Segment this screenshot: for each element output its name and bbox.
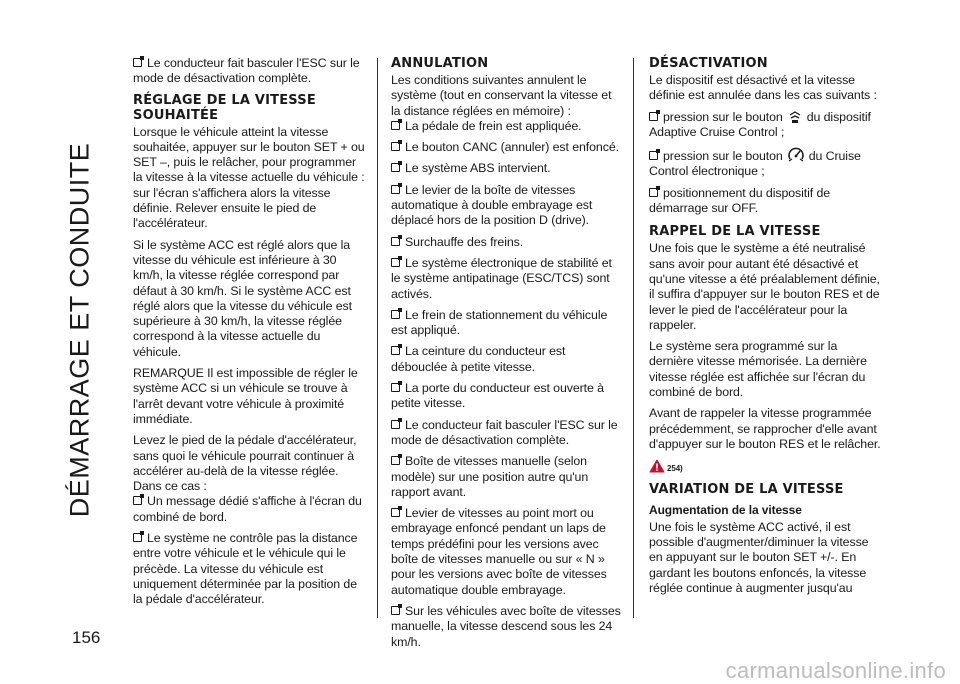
section-title: DÉMARRAGE ET CONDUITE <box>64 142 95 518</box>
section-heading: VARIATION DE LA VITESSE <box>649 481 844 497</box>
column-1 <box>133 56 365 608</box>
bullet-square-icon <box>391 163 400 172</box>
warning-triangle-icon <box>649 459 665 473</box>
bullet-square-icon <box>391 310 400 319</box>
bullet-square-icon <box>391 456 400 465</box>
bullet-square-icon <box>391 237 400 246</box>
paragraph: Une fois le système ACC activé, il est possible d'augmenter/diminuer la vitesse en appuyant sur le bouton SET +/-. En gardant les boutons enfoncés, la vitesse réglée continue à augmenter jusqu'au <box>649 519 869 596</box>
section-heading: RAPPEL DE LA VITESSE <box>649 224 821 240</box>
list-item: Boîte de vitesses manuelle (selon modèle) sur une position autre qu'un rapport avant. <box>391 454 589 499</box>
paragraph: Lorsque le véhicule atteint la vitesse souhaitée, appuyer sur le bouton SET + ou SET –, puis le relâcher, pour programmer la vitesse à la vitesse actuelle du véhicule : sur l'écran s'affichera alors la vitesse définie. Relever ensuite le pied de l'accélérateur. <box>133 124 365 231</box>
subsection-heading: Augmentation de la vitesse <box>649 502 802 517</box>
bullet-square-icon <box>391 185 400 194</box>
list-item: Surchauffe des freins. <box>391 235 623 250</box>
list-item: La pédale de frein est appliquée. <box>391 119 623 134</box>
paragraph: REMARQUE Il est impossible de régler le système ACC si un véhicule se trouve à l'arrêt devant votre véhicule à proximité immédiate. <box>133 366 358 426</box>
list-item: Le conducteur fait basculer l'ESC sur le mode de désactivation complète. <box>391 417 618 447</box>
list-item: Le système ne contrôle pas la distance entre votre véhicule et le véhicule qui le précède. La vitesse du véhicule est uniquement déterminée par la position de la pédale d'accélérateur. <box>133 531 358 607</box>
page-number: 156 <box>72 628 101 647</box>
bullet-square-icon <box>391 606 400 615</box>
bullet-square-icon <box>133 496 142 505</box>
bullet-square-icon <box>391 258 400 267</box>
adaptive-cruise-icon <box>787 111 803 125</box>
list-item: La porte du conducteur est ouverte à petite vitesse. <box>391 381 604 411</box>
bullet-square-icon <box>133 533 142 542</box>
warning-ref-number: 254) <box>667 464 683 474</box>
bullet-square-icon <box>391 420 400 429</box>
column-divider <box>633 58 634 618</box>
watermark: carmanualsonline.info <box>725 658 946 683</box>
list-item: Le levier de la boîte de vitesses automatique à double embrayage est déplacé hors de la position D (drive). <box>391 182 593 228</box>
bullet-square-icon <box>649 112 658 121</box>
list-item: La ceinture du conducteur est débouclée à petite vitesse. <box>391 344 566 374</box>
section-heading: RÉGLAGE DE LA VITESSE SOUHAITÉE <box>133 92 316 123</box>
list-item: Le frein de stationnement du véhicule est appliqué. <box>391 307 608 338</box>
bullet-square-icon <box>391 121 400 130</box>
list-item: Le bouton CANC (annuler) est enfoncé. <box>391 140 623 155</box>
paragraph: Avant de rappeler la vitesse programmée précédemment, se rapprocher d'elle avant d'appuyer sur le bouton RES et le relâcher. <box>649 406 881 451</box>
paragraph: Levez le pied de la pédale d'accélérateur, sans quoi le véhicule pourrait continuer à accélérer au-delà de la vitesse réglée. Dans ce cas : <box>133 433 357 494</box>
bullet-square-icon <box>391 346 400 355</box>
bullet-square-icon <box>649 151 658 160</box>
bullet-square-icon <box>391 142 400 151</box>
column-divider <box>377 58 378 618</box>
bullet-square-icon <box>391 508 400 517</box>
section-heading: ANNULATION <box>391 56 489 71</box>
list-item: pression sur le bouton du dispositif Adaptive Cruise Control ; <box>649 109 871 139</box>
paragraph: Une fois que le système a été neutralisé sans avoir pour autant été désactivé et qu'une vitesse a été préalablement définie, il suffira d'appuyer sur le bouton RES et de lever le pied de l'accélérateur pour la rappeler. <box>649 241 880 332</box>
column-2 <box>391 56 623 650</box>
section-heading: DÉSACTIVATION <box>649 56 768 71</box>
paragraph: Le dispositif est désactivé et la vitesse définie est annulée dans les cas suivants : <box>649 73 877 103</box>
list-item: Le conducteur fait basculer l'ESC sur le mode de désactivation complète. <box>133 56 360 86</box>
list-item: Sur les véhicules avec boîte de vitesses manuelle, la vitesse descend sous les 24 km/h. <box>391 603 621 649</box>
bullet-square-icon <box>649 188 658 197</box>
bullet-square-icon <box>133 58 142 67</box>
list-item: Un message dédié s'affiche à l'écran du combiné de bord. <box>133 494 362 524</box>
list-item: Levier de vitesses au point mort ou embrayage enfoncé pendant un laps de temps prédéfini pour les versions avec boîte de vitesses manuelle ou sur « N » pour les versions avec boîte de vitesses automatique double embrayage. <box>391 506 607 597</box>
cruise-control-icon <box>787 146 805 164</box>
column-3 <box>649 56 881 602</box>
list-item: Le système électronique de stabilité et le système antipatinage (ESC/TCS) sont activés. <box>391 255 612 301</box>
warning-reference <box>649 458 881 473</box>
list-item: positionnement du dispositif de démarrage sur OFF. <box>649 185 831 216</box>
list-item: pression sur le bouton du Cruise Control électronique ; <box>649 146 881 180</box>
paragraph: Le système sera programmé sur la dernière vitesse mémorisée. La dernière vitesse réglée est affichée sur l'écran du combiné de bord. <box>649 339 867 400</box>
paragraph: Si le système ACC est réglé alors que la vitesse du véhicule est inférieure à 30 km/h, la vitesse réglée correspond par défaut à 30 km/h. Si le système ACC est réglé alors que la vitesse du véhicule est supérieure à 30 km/h, la vitesse réglée correspond à la vitesse actuelle du véhicule. <box>133 237 352 359</box>
bullet-square-icon <box>391 383 400 392</box>
list-item: Le système ABS intervient. <box>391 161 623 176</box>
paragraph: Les conditions suivantes annulent le système (tout en conservant la vitesse et la distance réglées en mémoire) : <box>391 73 612 118</box>
